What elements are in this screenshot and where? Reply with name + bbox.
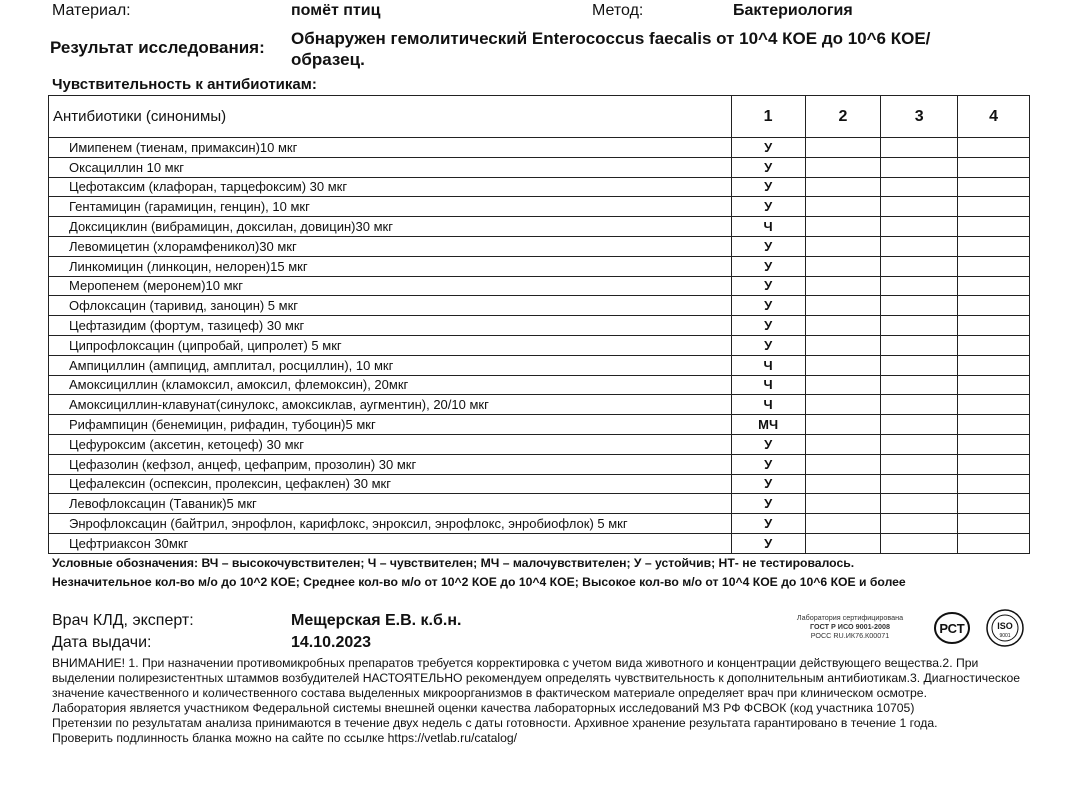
- result-col-1: У: [731, 197, 805, 217]
- result-col-1: У: [731, 474, 805, 494]
- result-col-4: [958, 316, 1030, 336]
- legend-quantities: Незначительное кол-во м/о до 10^2 КОЕ; Среднее кол-во м/о от 10^2 КОЕ до 10^4 КОЕ; Высокое кол-во м/о от 10^4 КОЕ до 10^6 КОЕ и более: [52, 575, 906, 589]
- result-col-1: У: [731, 276, 805, 296]
- result-label: Результат исследования:: [50, 38, 265, 57]
- antibiotic-name: Цефтриаксон 30мкг: [49, 533, 732, 553]
- header-col-2: 2: [805, 96, 881, 138]
- antibiotic-name: Меропенем (меронем)10 мкг: [49, 276, 732, 296]
- result-col-1: Ч: [731, 375, 805, 395]
- header-antibiotics: Антибиотики (синонимы): [49, 96, 732, 138]
- result-col-1: У: [731, 434, 805, 454]
- result-col-2: [805, 474, 881, 494]
- result-col-4: [958, 236, 1030, 256]
- result-col-3: [881, 494, 958, 514]
- result-col-3: [881, 217, 958, 237]
- result-col-3: [881, 415, 958, 435]
- result-col-1: У: [731, 177, 805, 197]
- result-col-4: [958, 395, 1030, 415]
- antibiotic-name: Линкомицин (линкоцин, нелорен)15 мкг: [49, 256, 732, 276]
- antibiotic-name: Цефтазидим (фортум, тазицеф) 30 мкг: [49, 316, 732, 336]
- table-row: [49, 138, 1030, 158]
- result-col-4: [958, 375, 1030, 395]
- table-row: [49, 355, 1030, 375]
- table-row: [49, 236, 1030, 256]
- result-col-1: МЧ: [731, 415, 805, 435]
- result-col-3: [881, 395, 958, 415]
- result-col-4: [958, 256, 1030, 276]
- result-col-3: [881, 375, 958, 395]
- antibiotic-table: [48, 95, 1030, 554]
- table-row: [49, 217, 1030, 237]
- rst-certification-logo: [930, 610, 980, 646]
- result-col-4: [958, 494, 1030, 514]
- result-col-1: Ч: [731, 217, 805, 237]
- result-col-4: [958, 454, 1030, 474]
- header-row: [52, 2, 1052, 24]
- header-col-3: 3: [881, 96, 958, 138]
- method-label: Метод:: [592, 2, 644, 19]
- result-col-4: [958, 335, 1030, 355]
- result-col-3: [881, 335, 958, 355]
- antibiotic-name: Оксациллин 10 мкг: [49, 157, 732, 177]
- result-col-1: У: [731, 454, 805, 474]
- header-col-4: 4: [958, 96, 1030, 138]
- iso-logo-text: ISO: [997, 621, 1013, 631]
- result-col-3: [881, 355, 958, 375]
- table-row: [49, 434, 1030, 454]
- antibiotic-name: Офлоксацин (таривид, заноцин) 5 мкг: [49, 296, 732, 316]
- table-row: [49, 296, 1030, 316]
- result-col-2: [805, 177, 881, 197]
- table-row: [49, 157, 1030, 177]
- table-row: [49, 514, 1030, 534]
- result-col-4: [958, 138, 1030, 158]
- table-row: [49, 474, 1030, 494]
- result-col-4: [958, 533, 1030, 553]
- result-col-2: [805, 335, 881, 355]
- antibiotic-name: Рифампицин (бенемицин, рифадин, тубоцин)5 мкг: [49, 415, 732, 435]
- result-col-2: [805, 157, 881, 177]
- result-col-2: [805, 316, 881, 336]
- rst-logo-text: РСТ: [939, 621, 965, 636]
- result-col-3: [881, 177, 958, 197]
- result-col-2: [805, 454, 881, 474]
- result-col-4: [958, 415, 1030, 435]
- result-col-2: [805, 514, 881, 534]
- note-fsvok: Лаборатория является участником Федеральной системы внешней оценки качества лабораторных исследований МЗ РФ ФСВОК (код участника 10705): [52, 701, 915, 715]
- result-col-1: У: [731, 533, 805, 553]
- header-col-1: 1: [731, 96, 805, 138]
- cert-line-3: РОСС RU.ИК76.К00071: [810, 631, 890, 640]
- table-row: [49, 316, 1030, 336]
- result-col-1: Ч: [731, 355, 805, 375]
- antibiotic-name: Доксициклин (вибрамицин, доксилан, довицин)30 мкг: [49, 217, 732, 237]
- result-col-2: [805, 236, 881, 256]
- result-col-3: [881, 157, 958, 177]
- iso-certification-logo: [985, 608, 1025, 648]
- result-col-3: [881, 236, 958, 256]
- table-row: [49, 335, 1030, 355]
- result-col-3: [881, 197, 958, 217]
- antibiotic-name: Ципрофлоксацин (ципробай, ципролет) 5 мкг: [49, 335, 732, 355]
- result-col-4: [958, 177, 1030, 197]
- table-row: [49, 276, 1030, 296]
- antibiotic-name: Амоксициллин (кламоксил, амоксил, флемоксин), 20мкг: [49, 375, 732, 395]
- material-value: помёт птиц: [291, 2, 381, 19]
- doctor-label: Врач КЛД, эксперт:: [52, 612, 194, 629]
- issue-date-value: 14.10.2023: [291, 634, 372, 651]
- result-col-2: [805, 395, 881, 415]
- iso-logo-number: 9001: [999, 633, 1011, 639]
- result-col-1: У: [731, 494, 805, 514]
- table-row: [49, 197, 1030, 217]
- antibiotic-name: Цефазолин (кефзол, анцеф, цефаприм, прозолин) 30 мкг: [49, 454, 732, 474]
- issue-date-label: Дата выдачи:: [52, 634, 152, 651]
- result-col-4: [958, 355, 1030, 375]
- cert-line-2: ГОСТ Р ИСО 9001-2008: [810, 622, 890, 631]
- result-col-3: [881, 138, 958, 158]
- method-value: Бактериология: [733, 2, 853, 19]
- antibiotic-name: Имипенем (тиенам, примаксин)10 мкг: [49, 138, 732, 158]
- result-col-1: У: [731, 514, 805, 534]
- table-row: [49, 533, 1030, 553]
- result-col-3: [881, 514, 958, 534]
- result-col-2: [805, 276, 881, 296]
- result-col-2: [805, 434, 881, 454]
- material-label: Материал:: [52, 2, 131, 19]
- result-col-1: У: [731, 316, 805, 336]
- result-col-2: [805, 197, 881, 217]
- antibiotic-name: Гентамицин (гарамицин, генцин), 10 мкг: [49, 197, 732, 217]
- result-col-1: У: [731, 157, 805, 177]
- result-col-1: У: [731, 335, 805, 355]
- note-verify: Проверить подлинность бланка можно на сайте по ссылке https://vetlab.ru/catalog/: [52, 731, 518, 745]
- result-col-2: [805, 217, 881, 237]
- result-col-2: [805, 355, 881, 375]
- result-col-2: [805, 415, 881, 435]
- antibiotic-name: Ампициллин (ампицид, амплитал, росциллин), 10 мкг: [49, 355, 732, 375]
- antibiotic-name: Амоксициллин-клавунат(синулокс, амоксиклав, аугментин), 20/10 мкг: [49, 395, 732, 415]
- result-col-3: [881, 296, 958, 316]
- result-col-4: [958, 197, 1030, 217]
- doctor-name: Мещерская Е.В. к.б.н.: [291, 612, 462, 629]
- result-col-3: [881, 256, 958, 276]
- result-col-2: [805, 533, 881, 553]
- result-col-1: У: [731, 236, 805, 256]
- antibiotic-name: Левофлоксацин (Таваник)5 мкг: [49, 494, 732, 514]
- table-header-row: [49, 96, 1030, 138]
- sensitivity-title: Чувствительность к антибиотикам:: [52, 76, 317, 93]
- result-col-4: [958, 474, 1030, 494]
- table-row: [49, 177, 1030, 197]
- antibiotic-name: Цефалексин (оспексин, пролексин, цефаклен) 30 мкг: [49, 474, 732, 494]
- table-row: [49, 415, 1030, 435]
- antibiotic-name: Энрофлоксацин (байтрил, энрофлон, карифлокс, энроксил, энрофлокс, энробиофлок) 5 мкг: [49, 514, 732, 534]
- result-col-2: [805, 296, 881, 316]
- result-col-4: [958, 157, 1030, 177]
- result-col-3: [881, 533, 958, 553]
- result-col-3: [881, 474, 958, 494]
- certification-text: [770, 613, 930, 640]
- result-col-3: [881, 454, 958, 474]
- note-warning: ВНИМАНИЕ! 1. При назначении противомикробных препаратов требуется корректировка с учетом вида животного и концентрации действующего вещества.2. При выделении полирезистентных штаммов возбудителей НАСТОЯТЕЛЬНО рекомендуем определять чувствительность к дополнительным антибиотикам.3. Диагностическое значение качественного и количественного состава выделенных микроорганизмов в фактическом материале определяет врач при клиническом осмотре.: [52, 656, 1021, 700]
- table-row: [49, 375, 1030, 395]
- result-col-3: [881, 316, 958, 336]
- antibiotic-name: Цефуроксим (аксетин, кетоцеф) 30 мкг: [49, 434, 732, 454]
- result-col-4: [958, 296, 1030, 316]
- table-row: [49, 494, 1030, 514]
- result-col-2: [805, 375, 881, 395]
- result-col-1: У: [731, 296, 805, 316]
- result-col-1: Ч: [731, 395, 805, 415]
- legend-symbols: Условные обозначения: ВЧ – высокочувствителен; Ч – чувствителен; МЧ – малочувствителен; У – устойчив; НТ- не тестировалось.: [52, 556, 855, 570]
- result-col-1: У: [731, 138, 805, 158]
- result-col-3: [881, 434, 958, 454]
- result-col-4: [958, 276, 1030, 296]
- notes-block: [52, 656, 1037, 746]
- result-col-2: [805, 494, 881, 514]
- antibiotic-name: Цефотаксим (клафоран, тарцефоксим) 30 мкг: [49, 177, 732, 197]
- table-row: [49, 454, 1030, 474]
- antibiotic-name: Левомицетин (хлорамфеникол)30 мкг: [49, 236, 732, 256]
- result-col-1: У: [731, 256, 805, 276]
- table-row: [49, 395, 1030, 415]
- result-value: Обнаружен гемолитический Enterococcus faecalis от 10^4 КОЕ до 10^6 КОЕ/образец.: [291, 29, 931, 69]
- result-col-3: [881, 276, 958, 296]
- note-claims: Претензии по результатам анализа принимаются в течение двух недель с даты готовности. Архивное хранение результата гарантировано в течение 1 года.: [52, 716, 938, 730]
- cert-line-1: Лаборатория сертифицирована: [796, 613, 904, 622]
- result-col-4: [958, 434, 1030, 454]
- result-col-2: [805, 256, 881, 276]
- result-col-4: [958, 514, 1030, 534]
- result-col-2: [805, 138, 881, 158]
- result-col-4: [958, 217, 1030, 237]
- table-row: [49, 256, 1030, 276]
